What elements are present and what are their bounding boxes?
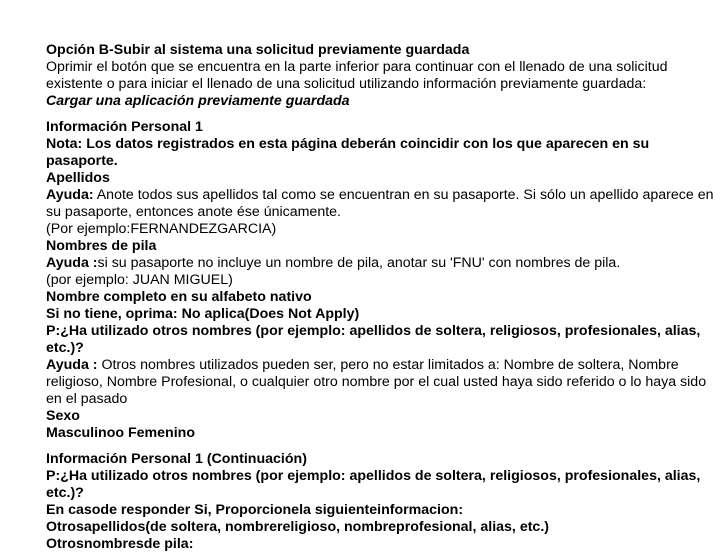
native-name-label: Nombre completo en su alfabeto nativo	[46, 289, 312, 305]
given-names-help-label: Ayuda :	[46, 255, 98, 271]
other-given-names-label: Otrosnombresde pila:	[46, 536, 194, 552]
given-names-example: (por ejemplo: JUAN MIGUEL)	[46, 272, 233, 288]
section-b-heading: Opción B-Subir al sistema una solicitud previamente guardada	[46, 42, 470, 58]
other-names-help-text: Otros nombres utilizados pueden ser, pero no estar limitados a: Nombre de soltera, Nombre religioso, Nombre Profesional, o cualquier otro nombre por el cual usted haya sido referido o lo haya sido en el pasado	[46, 357, 707, 407]
passport-note: Nota: Los datos registrados en esta página deberán coincidir con los que aparecen en su pasaporte.	[46, 136, 650, 169]
other-surnames-label: Otrosapellidos(de soltera, nombrereligioso, nombreprofesional, alias, etc.)	[46, 519, 549, 535]
personal-info-heading: Información Personal 1	[46, 119, 203, 135]
given-names-help-text: si su pasaporte no incluye un nombre de pila, anotar su 'FNU' con nombres de pila.	[97, 255, 621, 271]
document-page	[46, 42, 722, 553]
if-yes-instruction: En casode responder Si, Proporcionela siguienteinformacion:	[46, 502, 464, 518]
sex-options: Masculinoo Femenino	[46, 425, 195, 441]
section-b-body: Oprimir el botón que se encuentra en la parte inferior para continuar con el llenado de una solicitud existente o para iniciar el llenado de una solicitud utilizando información previamente guardada:	[46, 59, 668, 92]
surnames-example: (Por ejemplo:FERNANDEZGARCIA)	[46, 221, 277, 237]
surnames-help-text: Anote todos sus apellidos tal como se encuentran en su pasaporte. Si sólo un apellido aparece en su pasaporte, entonces anote ése únicamente.	[46, 187, 714, 220]
other-names-question: P:¿Ha utilizado otros nombres (por ejemplo: apellidos de soltera, religiosos, profesionales, alias, etc.)?	[46, 323, 701, 356]
native-name-hint: Si no tiene, oprima: No aplica(Does Not Apply)	[46, 306, 360, 322]
other-names-help	[46, 357, 722, 408]
spacer	[46, 110, 722, 119]
personal-info-cont-heading: Información Personal 1 (Continuación)	[46, 451, 307, 467]
surnames-help	[46, 187, 722, 221]
surnames-label: Apellidos	[46, 170, 110, 186]
spacer	[46, 442, 722, 451]
sex-label: Sexo	[46, 408, 80, 424]
other-names-question-cont: P:¿Ha utilizado otros nombres (por ejemplo: apellidos de soltera, religiosos, profesionales, alias, etc.)?	[46, 468, 701, 501]
surnames-help-label: Ayuda:	[46, 187, 94, 203]
given-names-help	[46, 255, 722, 272]
load-saved-application-link[interactable]: Cargar una aplicación previamente guardada	[46, 93, 350, 109]
given-names-label: Nombres de pila	[46, 238, 157, 254]
other-names-help-label: Ayuda :	[46, 357, 98, 373]
